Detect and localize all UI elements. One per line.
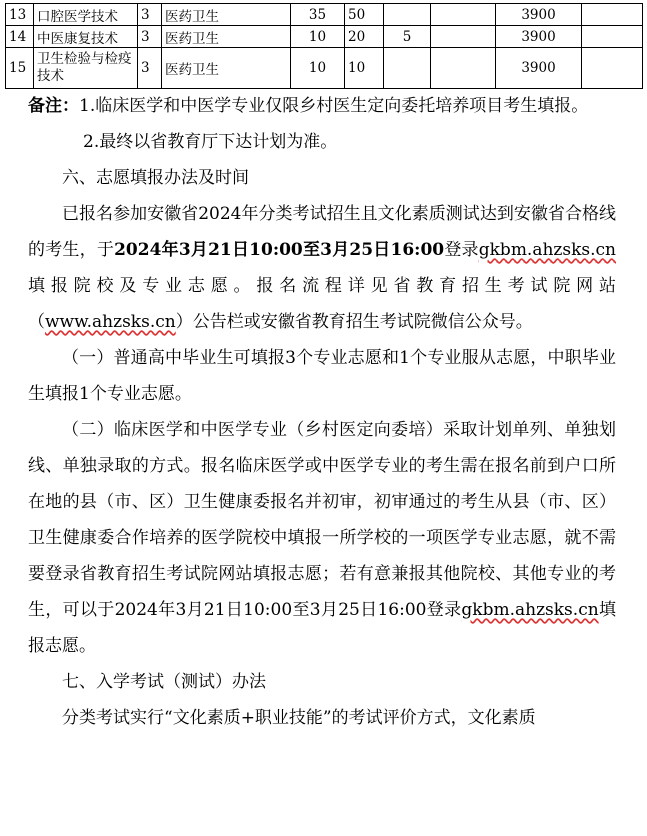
plan-count-b: 20 xyxy=(345,26,384,48)
section-6-paragraph-2: （一）普通高中毕业生可填报3个专业志愿和1个专业服从志愿，中职毕业生填报1个专业志愿。 xyxy=(28,348,616,404)
plan-count-b: 50 xyxy=(345,4,384,26)
plan-count-d xyxy=(431,4,496,26)
plan-count-a: 10 xyxy=(291,26,345,48)
table-row xyxy=(6,26,643,48)
major-name: 口腔医学技术 xyxy=(34,4,138,26)
section-7-heading: 七、入学考试（测试）办法 xyxy=(62,672,266,692)
category: 医药卫生 xyxy=(162,48,291,89)
section-6-paragraph-3: （二）临床医学和中医学专业（乡村医定向委培）采取计划单列、单独划线、单独录取的方式。报名临床医学或中医学专业的考生需在报名前到户口所在地的县（市、区）卫生健康委报名并初审，初审通过的考生从县（市、区）卫生健康委合作培养的医学院校中填报一所学校的一项医学专业志愿，就不需要登录省教育招生考试院网站填报志愿；若有意兼报其他院校、其他专业的考生，可以于2024年3月21日10:00至3月25日16:00登录gkbm.ahzsks.cn填报志愿。 xyxy=(28,420,616,656)
years: 3 xyxy=(138,26,162,48)
category: 医药卫生 xyxy=(162,4,291,26)
tuition-fee: 3900 xyxy=(496,4,582,26)
tuition-fee: 3900 xyxy=(496,48,582,89)
plan-count-b: 10 xyxy=(345,48,384,89)
row-number: 15 xyxy=(6,48,34,89)
plan-count-c: 5 xyxy=(384,26,431,48)
major-name: 中医康复技术 xyxy=(34,26,138,48)
row-number: 13 xyxy=(6,4,34,26)
section-6-paragraph-1: 已报名参加安徽省2024年分类考试招生且文化素质测试达到安徽省合格线的考生，于2024年3月21日10:00至3月25日16:00登录gkbm.ahzsks.cn填报院校及专业志愿。报名流程详见省教育招生考试院网站（www.ahzsks.cn）公告栏或安徽省教育招生考试院微信公众号。 xyxy=(28,204,617,332)
remark xyxy=(582,48,643,89)
site-link: gkbm.ahzsks.cn xyxy=(461,600,599,620)
registration-period: 2024年3月21日10:00至3月25日16:00 xyxy=(114,240,445,260)
years: 3 xyxy=(138,48,162,89)
years: 3 xyxy=(138,4,162,26)
plan-count-a: 35 xyxy=(291,4,345,26)
major-name: 卫生检验与检疫技术 xyxy=(34,48,138,89)
note-label: 备注： xyxy=(28,96,79,116)
plan-count-a: 10 xyxy=(291,48,345,89)
table-row xyxy=(6,48,643,89)
remark xyxy=(582,4,643,26)
category: 医药卫生 xyxy=(162,26,291,48)
section-6-heading: 六、志愿填报办法及时间 xyxy=(62,168,249,188)
note-1: 备注：1.临床医学和中医学专业仅限乡村医生定向委托培养项目考生填报。 xyxy=(28,96,589,116)
enrollment-plan-table xyxy=(5,3,643,89)
remark xyxy=(582,26,643,48)
section-7-paragraph-1: 分类考试实行“文化素质+职业技能”的考试评价方式，文化素质 xyxy=(62,708,536,728)
site-link: www.ahzsks.cn xyxy=(45,312,176,332)
tuition-fee: 3900 xyxy=(496,26,582,48)
plan-count-d xyxy=(431,48,496,89)
site-link: gkbm.ahzsks.cn xyxy=(478,240,617,260)
note-2: 2.最终以省教育厅下达计划为准。 xyxy=(83,132,338,152)
plan-count-d xyxy=(431,26,496,48)
plan-count-c xyxy=(384,48,431,89)
row-number: 14 xyxy=(6,26,34,48)
table-row xyxy=(6,4,643,26)
plan-count-c xyxy=(384,4,431,26)
document-body xyxy=(28,88,616,736)
